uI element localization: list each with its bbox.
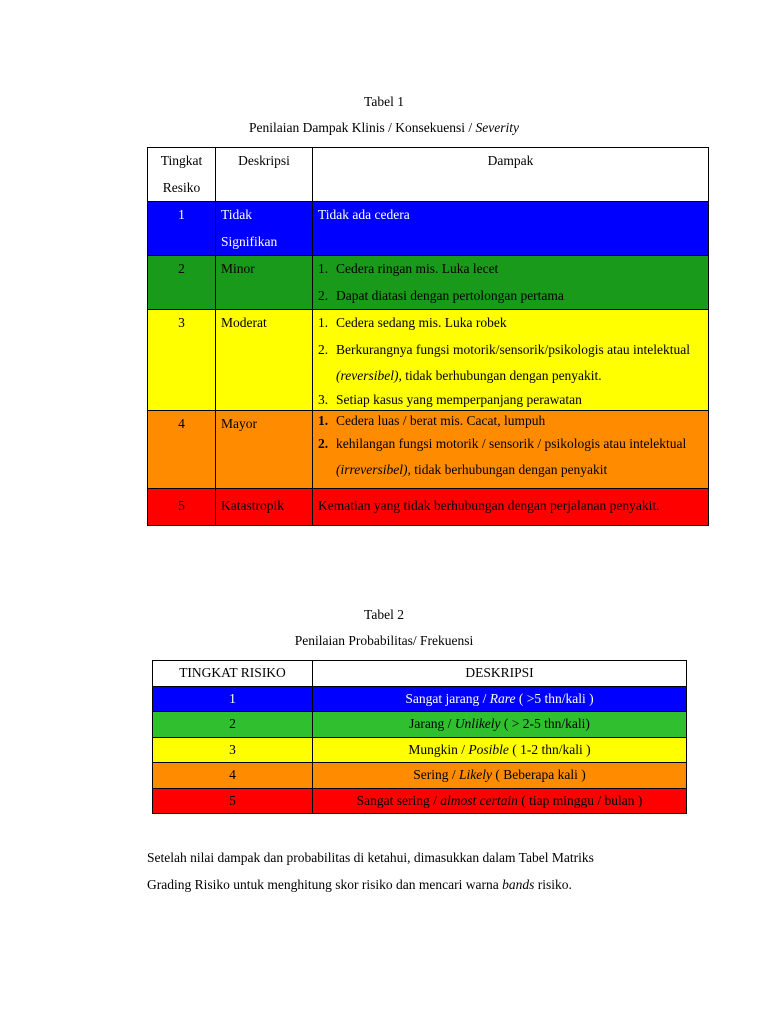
- table2-description: Mungkin / Posible ( 1-2 thn/kali ): [313, 737, 687, 763]
- list-item: 2. Dapat diatasi dengan pertolongan pertama: [318, 287, 564, 303]
- table1-level: 4: [148, 410, 216, 488]
- table1-level: 1: [148, 202, 216, 256]
- table2-level: 1: [153, 686, 313, 712]
- list-item: 2. Berkurangnya fungsi motorik/sensorik/psikologis atau intelektual (reversibel), tidak berhubungan dengan penyakit.: [318, 341, 690, 383]
- table2-description: Jarang / Unlikely ( > 2-5 thn/kali): [313, 712, 687, 738]
- impact-severity-table: [147, 147, 709, 526]
- table2-description: Sangat jarang / Rare ( >5 thn/kali ): [313, 686, 687, 712]
- table1-row-2: [148, 256, 709, 310]
- table2-header-level: TINGKAT RISIKO: [153, 661, 313, 687]
- table1-caption-subtitle-text: Penilaian Dampak Klinis / Konsekuensi /: [249, 120, 476, 135]
- list-item: 1. Cedera sedang mis. Luka robek: [318, 315, 507, 330]
- table2-caption-subtitle: Penilaian Probabilitas/ Frekuensi: [294, 633, 474, 648]
- table1-header-level: Tingkat Resiko: [148, 148, 216, 202]
- table2-level: 5: [153, 788, 313, 814]
- table1-header-row: [148, 148, 709, 202]
- table1-row-3: [148, 310, 709, 411]
- table2-header-description: DESKRIPSI: [313, 661, 687, 687]
- table1-impact: Kematian yang tidak berhubungan dengan perjalanan penyakit.: [313, 488, 709, 526]
- table1-description: Moderat: [216, 310, 313, 411]
- table2-description: Sangat sering / almost certain ( tiap minggu / bulan ): [313, 788, 687, 814]
- table1-header-impact: Dampak: [313, 148, 709, 202]
- probability-frequency-table: [152, 660, 687, 814]
- table1-impact: [313, 410, 709, 488]
- table1-header-description: Deskripsi: [216, 148, 313, 202]
- table1-caption-subtitle-italic: Severity: [475, 120, 519, 135]
- table2-caption-title: Tabel 2: [364, 607, 404, 622]
- list-item: 3. Setiap kasus yang memperpanjang perawatan: [318, 391, 582, 407]
- table1-row-5: [148, 488, 709, 526]
- table2-level: 4: [153, 763, 313, 789]
- list-item: 2. kehilangan fungsi motorik / sensorik / psikologis atau intelektual (irreversibel), tidak berhubungan dengan penyakit: [318, 435, 687, 477]
- table2-row-3: [153, 737, 687, 763]
- table2-row-5: [153, 788, 687, 814]
- table1-level: 3: [148, 310, 216, 411]
- table2-description: Sering / Likely ( Beberapa kali ): [313, 763, 687, 789]
- table2-row-4: [153, 763, 687, 789]
- table1-level: 5: [148, 488, 216, 526]
- table1-level: 2: [148, 256, 216, 310]
- table1-row-1: [148, 202, 709, 256]
- table2-level: 2: [153, 712, 313, 738]
- table2-row-2: [153, 712, 687, 738]
- table1-description: Katastropik: [216, 488, 313, 526]
- table1-caption-title: Tabel 1: [364, 94, 404, 109]
- table2-row-1: [153, 686, 687, 712]
- table1-impact: Tidak ada cedera: [313, 202, 709, 256]
- table1-description: Tidak Signifikan: [216, 202, 313, 256]
- table2-level: 3: [153, 737, 313, 763]
- table1-impact: [313, 256, 709, 310]
- table1-caption-subtitle: [0, 120, 768, 136]
- table1-description: Mayor: [216, 410, 313, 488]
- list-item: 1. Cedera luas / berat mis. Cacat, lumpuh: [318, 412, 546, 428]
- list-item: 1. Cedera ringan mis. Luka lecet: [318, 261, 499, 276]
- table1-description: Minor: [216, 256, 313, 310]
- table1-impact: [313, 310, 709, 411]
- table1-row-4: [148, 410, 709, 488]
- table2-header-row: [153, 661, 687, 687]
- closing-paragraph: Setelah nilai dampak dan probabilitas di ketahui, dimasukkan dalam Tabel Matriks Grading Risiko untuk menghitung skor risiko dan mencari warna bands risiko.: [147, 850, 594, 892]
